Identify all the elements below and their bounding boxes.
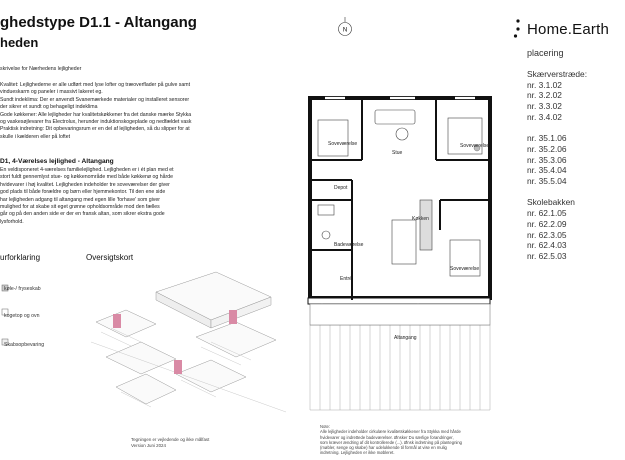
room-label: Køkken bbox=[412, 216, 429, 222]
feature-line: Sundt indeklima: Der er anvendt Svanemærkede materialer og installeret sensorer bbox=[0, 96, 190, 103]
room-label: Stue bbox=[392, 150, 403, 156]
address-item: nr. 62.5.03 bbox=[527, 250, 567, 261]
legend-item-storage: Skabsopbevaring bbox=[4, 342, 45, 348]
page-subtitle: heden bbox=[0, 35, 39, 50]
brand-logo-icon bbox=[513, 17, 523, 39]
intro-text: skrivelse for Nærhedens lejligheder bbox=[0, 66, 82, 72]
compass-label: N bbox=[342, 27, 348, 34]
address-item: nr. 35.1.06 bbox=[527, 133, 567, 144]
room-label: Soveværelse bbox=[328, 141, 358, 147]
footnote-line: Tegningen er vejledende og ikke målfast bbox=[131, 437, 210, 442]
feature-line: Kvalitet: Lejlighederne er alle udført med lyse lofter og træoverflader på gulve samt bbox=[0, 82, 191, 88]
legend-item-stove: kogetop og ovn bbox=[4, 313, 40, 319]
dining-table-icon bbox=[392, 220, 416, 264]
description-line: hvidevarer i høj kvalitet. Lejligheden indeholder tre soveværelser der giver bbox=[0, 181, 170, 188]
legend-item-fridge: køle-/ fryseskab bbox=[4, 286, 41, 292]
note-line: Alle lejligheder indeholder cirkulære kvalitetskøkkener fra Stykka med hårde bbox=[320, 429, 461, 435]
description-line: god plads til både forældre og børn eller hjemmekontor. Til den ene side bbox=[0, 189, 166, 196]
legend-title: urforklaring bbox=[0, 253, 41, 262]
note-line: som kræver ændring af dit kontrollerede (...). Ønsk indretning på plantegning bbox=[320, 439, 462, 445]
address-item: nr. 62.1.05 bbox=[527, 208, 567, 219]
address-group-title: Skærverstræde: bbox=[527, 69, 588, 79]
feature-line: skulle i kælderen eller på loftet bbox=[0, 133, 71, 140]
page-title: ghedstype D1.1 - Altangang bbox=[0, 14, 197, 31]
address-item: nr. 3.1.02 bbox=[527, 79, 562, 90]
room-label: Badeværelse bbox=[334, 242, 364, 248]
sofa-icon bbox=[375, 110, 415, 124]
address-item: nr. 35.4.04 bbox=[527, 165, 567, 176]
description-line: lysforhold. bbox=[0, 218, 24, 225]
feature-line: der sikrer et sundt og behageligt indeklima bbox=[0, 104, 98, 111]
highlight-building bbox=[229, 310, 237, 324]
room-label: Entré bbox=[340, 276, 352, 282]
kitchen-island-icon bbox=[420, 200, 432, 250]
description-line: stort fuldt gennemlyst stue- og køkkenområde med både køkkenø og hårde bbox=[0, 174, 174, 181]
address-item: nr. 35.2.06 bbox=[527, 143, 567, 154]
room-label: Soveværelse bbox=[460, 143, 490, 149]
table-icon bbox=[396, 128, 408, 140]
description-line: går og på den anden side er der en fransk altan, som sikrer ekstra gode bbox=[0, 211, 165, 218]
highlight-building bbox=[113, 314, 121, 328]
address-item: nr. 62.3.05 bbox=[527, 229, 567, 240]
address-item: nr. 3.4.02 bbox=[527, 111, 562, 122]
note-line: indretning. Lejligheden er ikke møbleret. bbox=[320, 450, 395, 456]
section-title: D1, 4-Værelses lejlighed - Altangang bbox=[0, 158, 114, 165]
compass-icon bbox=[337, 17, 353, 37]
bathtub-icon bbox=[318, 205, 334, 215]
feature-line: og vaskesøjlevarer fra Electrolux, herunder induktionskogeplade og nedfældet vask bbox=[0, 119, 192, 126]
room-label: Depot bbox=[334, 185, 348, 191]
address-item: nr. 35.5.04 bbox=[527, 176, 567, 187]
description-line: En veldisponeret 4-værelses familielejlighed. Lejligheden er i ét plan med et bbox=[0, 167, 174, 173]
feature-line: Gode køkkener: Alle lejligheder har kvalitetskøkkener fra det danske mærke Stykka bbox=[0, 111, 192, 118]
address-item: nr. 62.4.03 bbox=[527, 240, 567, 251]
address-group-title: Skolebakken bbox=[527, 197, 575, 208]
address-item: nr. 62.2.09 bbox=[527, 218, 567, 229]
description-line: mulighed for at skabe sit eget grønne opholdsområde mod den fælles bbox=[0, 204, 160, 211]
toilet-icon bbox=[322, 231, 330, 239]
overview-map bbox=[86, 262, 301, 422]
placering-label: placering bbox=[527, 48, 564, 58]
note-line: (møbler, senge og skabe) har udelukkende til formål at vise en mulig bbox=[320, 445, 447, 451]
feature-line: Praktisk indretning: Dit opbevaringsrum er en del af lejligheden, så du slipper for at bbox=[0, 126, 190, 133]
brand-name: Home.Earth bbox=[527, 21, 610, 38]
note-line: hvidevarer og indrettede badeværelser. Ønsker Du særlige forandringer, bbox=[320, 434, 454, 440]
address-item: nr. 3.2.02 bbox=[527, 90, 562, 101]
plan-note bbox=[320, 424, 520, 456]
note-line: Note: bbox=[320, 424, 331, 429]
map-title: Oversigtskort bbox=[86, 253, 134, 262]
footnote bbox=[131, 437, 209, 448]
address-list bbox=[527, 69, 587, 262]
section-description bbox=[0, 167, 260, 226]
room-label: Soveværelse bbox=[450, 266, 480, 272]
feature-list bbox=[0, 82, 250, 141]
highlight-building bbox=[174, 360, 182, 374]
floor-plan bbox=[300, 90, 495, 415]
footnote-line: Version Juni 2024 bbox=[131, 442, 166, 448]
description-line: har lejligheden adgang til altangang med egen lille 'forhave' som giver bbox=[0, 196, 161, 203]
bed-icon bbox=[318, 120, 348, 156]
room-label: Altangang bbox=[394, 335, 417, 341]
address-item: nr. 3.3.02 bbox=[527, 101, 562, 112]
feature-line: vindueskarm og paneler i massivt lakeret eg. bbox=[0, 89, 103, 96]
address-item: nr. 35.3.06 bbox=[527, 154, 567, 165]
